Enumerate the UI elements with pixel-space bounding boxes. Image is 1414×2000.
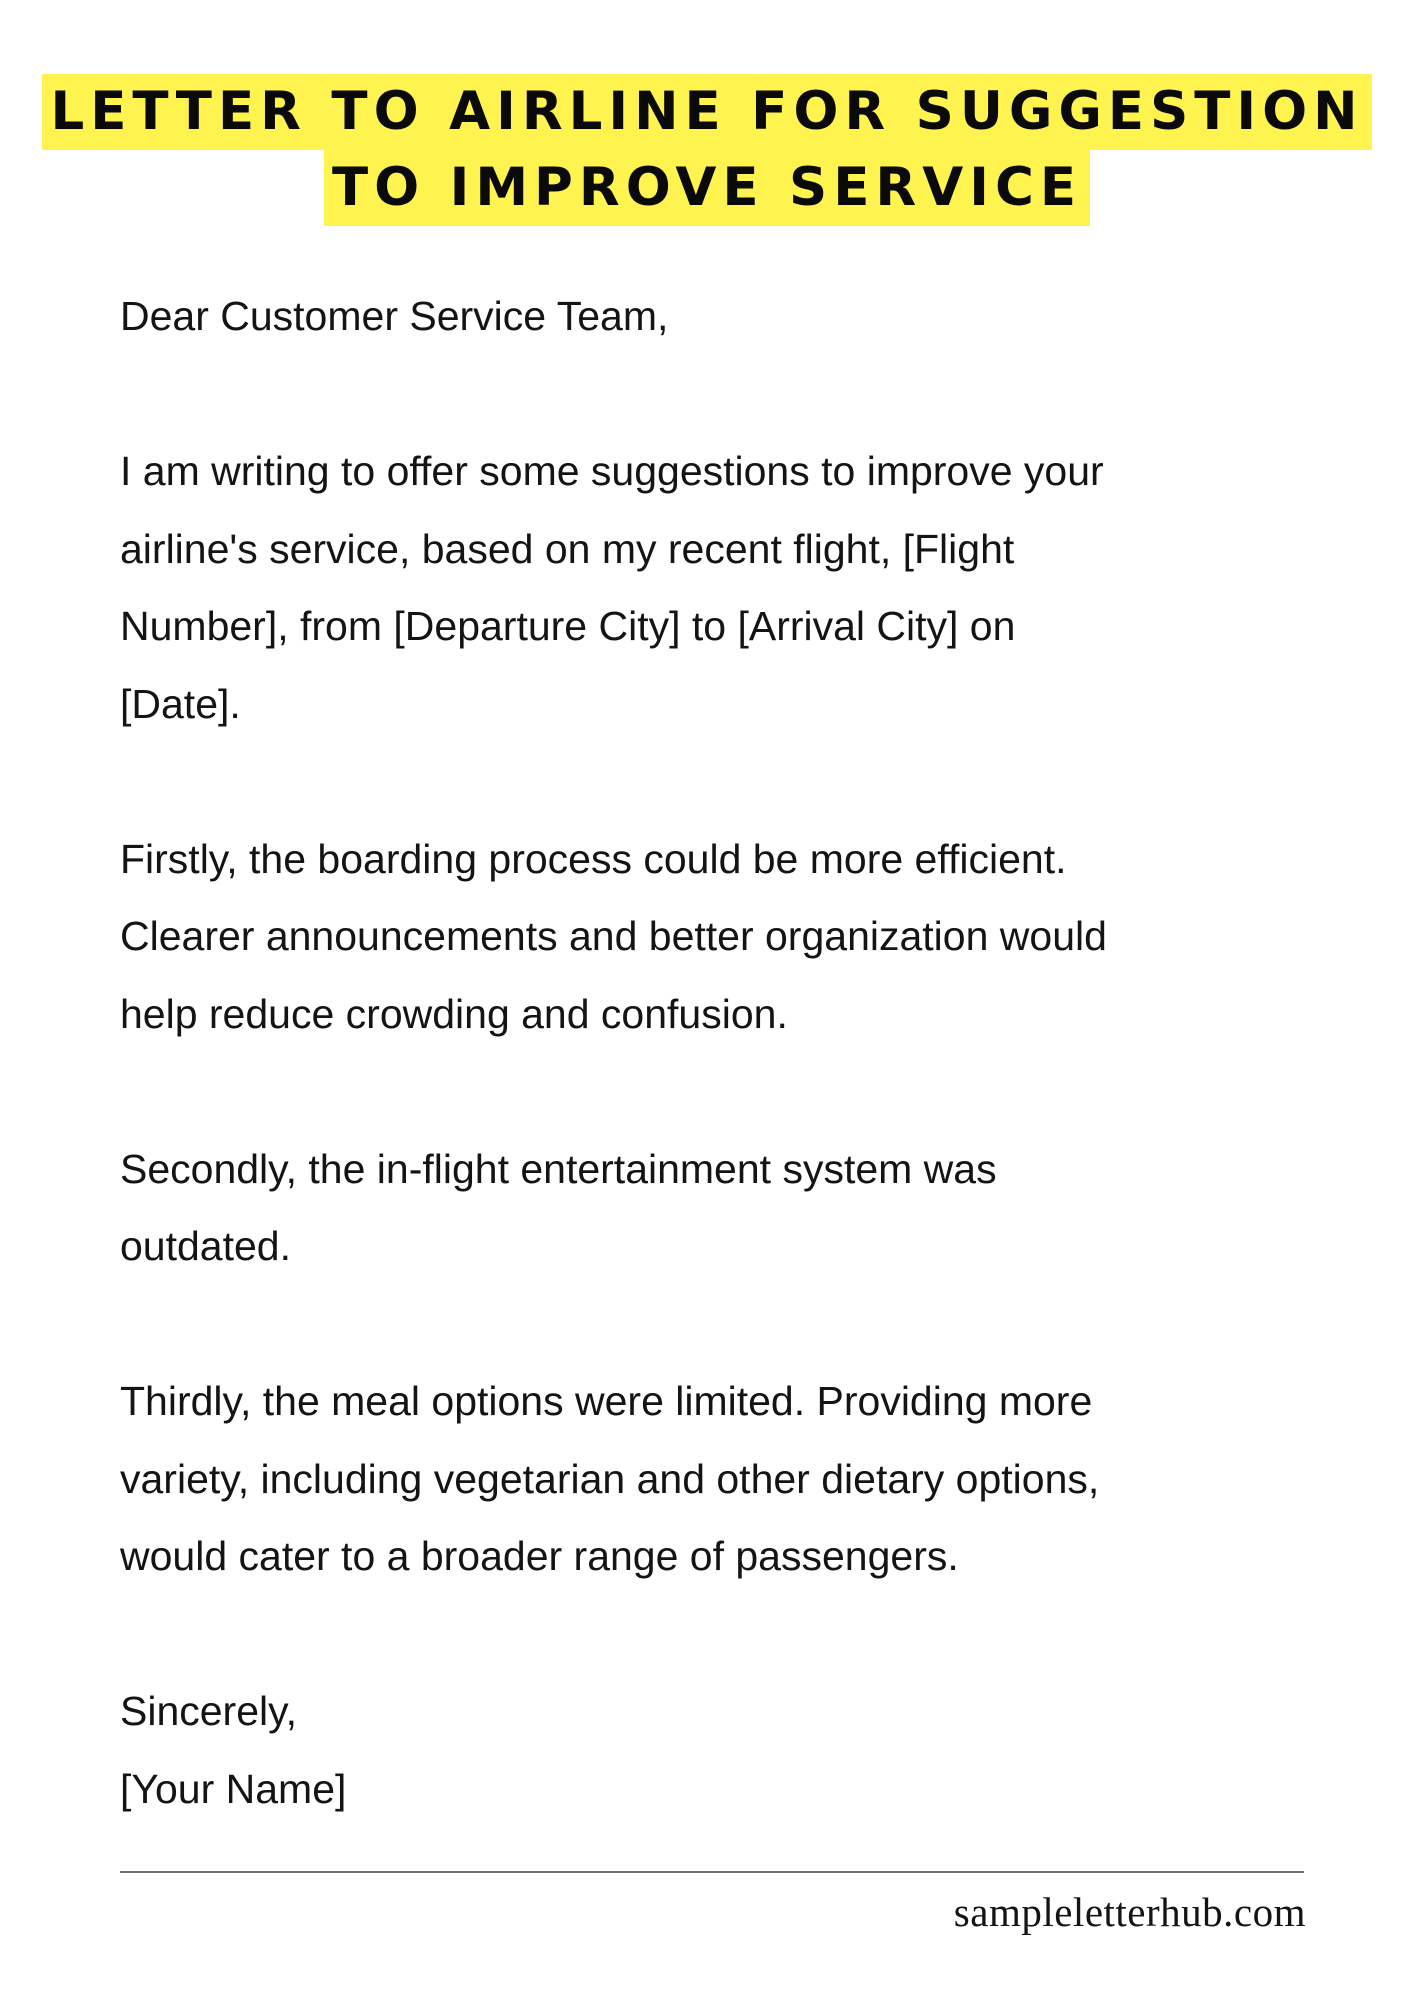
footer-site-name: sampleletterhub.com	[953, 1889, 1306, 1935]
salutation	[120, 278, 1320, 356]
closing-text: Sincerely,	[120, 1688, 297, 1734]
paragraph-line: variety, including vegetarian and other dietary options,	[120, 1455, 1100, 1502]
paragraph-line: Firstly, the boarding process could be more efficient.	[120, 835, 1067, 882]
paragraph-line: Number], from [Departure City] to [Arrival City] on	[120, 603, 1016, 649]
letter-body	[120, 278, 1320, 1828]
paragraph-entertainment	[120, 1131, 1320, 1286]
paragraph-line: help reduce crowding and confusion.	[120, 990, 788, 1037]
paragraph-line: I am writing to offer some suggestions to improve your	[120, 448, 1104, 494]
paragraph-line: Secondly, the in-flight entertainment system was	[120, 1145, 997, 1192]
title-line-2: TO IMPROVE SERVICE	[324, 150, 1090, 226]
paragraph-line: Thirdly, the meal options were limited. Providing more	[120, 1378, 1093, 1424]
paragraph-line: Clearer announcements and better organization would	[120, 913, 1107, 959]
closing-block	[120, 1673, 1320, 1828]
paragraph-intro	[120, 433, 1320, 743]
paragraph-line: airline's service, based on my recent flight, [Flight	[120, 525, 1015, 572]
footer-divider	[120, 1871, 1304, 1873]
letter-title	[0, 74, 1414, 226]
paragraph-boarding	[120, 821, 1320, 1054]
paragraph-meals	[120, 1363, 1320, 1596]
paragraph-line: would cater to a broader range of passengers.	[120, 1533, 959, 1579]
paragraph-line: [Date].	[120, 680, 241, 727]
signature-placeholder: [Your Name]	[120, 1765, 347, 1812]
salutation-text: Dear Customer Service Team,	[120, 293, 669, 339]
title-line-1: LETTER TO AIRLINE FOR SUGGESTION	[42, 74, 1371, 150]
paragraph-line: outdated.	[120, 1223, 291, 1269]
